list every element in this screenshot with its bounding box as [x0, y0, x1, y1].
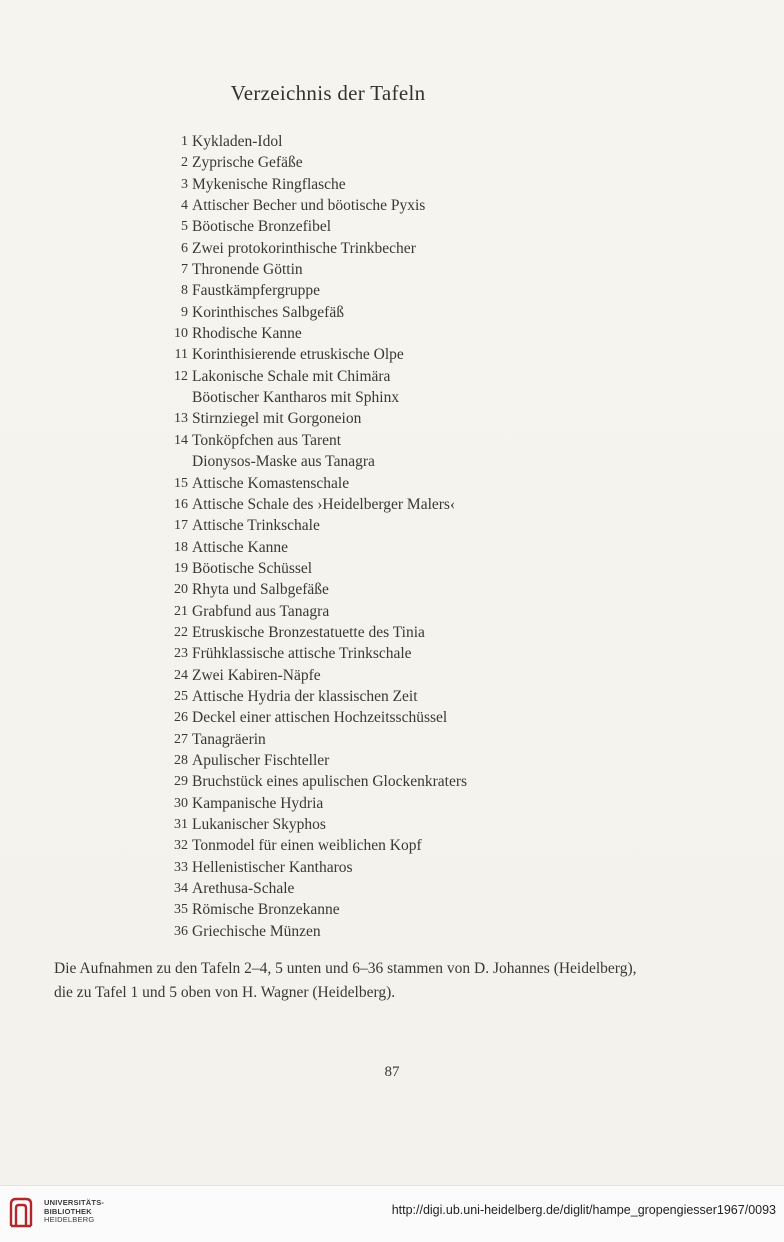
plate-title: Faustkämpfergruppe: [192, 282, 320, 300]
plate-title: Grabfund aus Tanagra: [192, 602, 330, 620]
plate-number: 14: [174, 432, 188, 448]
plate-entry: [150, 622, 467, 643]
plate-title: Rhodische Kanne: [192, 325, 302, 343]
plate-number: [150, 451, 192, 472]
library-name-line-2: BIBLIOTHEK: [44, 1206, 92, 1216]
plate-entry: [150, 259, 467, 280]
plate-title: Arethusa-Schale: [192, 880, 295, 898]
plate-title: Attische Schale des ›Heidelberger Malers‹: [192, 495, 456, 513]
plate-number: 25: [174, 688, 188, 704]
plate-entry: [150, 558, 467, 579]
plate-number: 22: [174, 624, 188, 640]
plate-entry: [150, 899, 467, 920]
plate-entry: [150, 921, 467, 942]
plate-title: Rhyta und Salbgefäße: [192, 581, 329, 599]
plate-number: 24: [174, 667, 188, 683]
plate-entry: [150, 430, 467, 451]
plate-title: Tonmodel für einen weiblichen Kopf: [192, 837, 422, 855]
plate-entry: [150, 857, 467, 878]
plate-number: 20: [174, 582, 188, 598]
photo-credits: [54, 957, 754, 1005]
plate-title: Deckel einer attischen Hochzeitsschüssel: [192, 709, 448, 727]
plate-number: 35: [174, 902, 188, 918]
plates-list: [150, 131, 467, 942]
plate-entry: [150, 579, 467, 600]
plate-entry: [150, 216, 467, 237]
plate-entry: [150, 451, 467, 472]
plate-title: Zyprische Gefäße: [192, 154, 303, 172]
plate-title: Hellenistischer Kantharos: [192, 858, 353, 876]
plate-number: 10: [174, 326, 188, 342]
plate-number: 27: [174, 731, 188, 747]
plate-title: Zwei Kabiren-Näpfe: [192, 666, 321, 684]
plate-entry: [150, 793, 467, 814]
plate-number: 17: [174, 518, 188, 534]
plate-title: Lukanischer Skyphos: [192, 816, 326, 833]
plate-number: 13: [174, 411, 188, 427]
plate-number: 1: [181, 134, 188, 149]
plate-entry: [150, 131, 467, 152]
plate-entry: [150, 494, 467, 515]
plate-number: 30: [174, 795, 188, 811]
plate-number: 26: [174, 710, 188, 726]
plate-title: Kampanische Hydria: [192, 794, 324, 812]
plate-number: 18: [174, 539, 188, 555]
plate-number: 29: [174, 774, 188, 790]
plate-entry: [150, 515, 467, 536]
plate-entry: [150, 601, 467, 622]
plate-number: [150, 387, 192, 408]
plate-number: 31: [174, 817, 188, 832]
plate-number: 12: [174, 368, 188, 384]
plate-number: 15: [174, 475, 188, 491]
plate-entry: [150, 750, 467, 771]
plate-number: 33: [174, 859, 188, 875]
plate-number: 21: [174, 603, 188, 619]
plate-title: Dionysos-Maske aus Tanagra: [192, 453, 375, 471]
plate-title: Attische Kanne: [192, 538, 288, 556]
plate-title: Mykenische Ringflasche: [192, 175, 346, 193]
plate-title: Böotische Bronzefibel: [192, 218, 332, 236]
credits-line-1: Die Aufnahmen zu den Tafeln 2–4, 5 unten und 6–36 stammen von D. Johannes (Heidelberg),: [54, 960, 637, 977]
plate-number: 36: [174, 923, 188, 939]
plate-title: Kykladen-Idol: [192, 133, 283, 150]
plate-entry: [150, 814, 467, 835]
plate-title: Korinthisches Salbgefäß: [192, 303, 344, 321]
plate-number: 16: [174, 496, 188, 512]
plate-entry: [150, 835, 467, 856]
plate-title: Bruchstück eines apulischen Glockenkraters: [192, 773, 468, 791]
plate-number: 8: [181, 283, 188, 299]
plate-entry: [150, 707, 467, 728]
plate-entry: [150, 280, 467, 301]
credits-line-2: die zu Tafel 1 und 5 oben von H. Wagner (Heidelberg).: [54, 984, 396, 1001]
plate-number: 23: [174, 646, 188, 662]
plate-number: 2: [181, 155, 188, 171]
plate-number: 19: [174, 560, 188, 576]
plate-entry: [150, 195, 467, 216]
plate-title: Thronende Göttin: [192, 261, 303, 279]
plate-title: Lakonische Schale mit Chimära: [192, 367, 391, 385]
plate-number: 6: [181, 240, 188, 256]
plate-entry: [150, 686, 467, 707]
plate-number: 32: [174, 838, 188, 854]
plate-entry: [150, 408, 467, 429]
plate-title: Apulischer Fischteller: [192, 751, 330, 769]
page-title: Verzeichnis der Tafeln: [230, 81, 426, 105]
plate-title: Attische Trinkschale: [192, 517, 320, 535]
library-name: [44, 1199, 104, 1225]
plate-entry: [150, 302, 467, 323]
plate-title: Frühklassische attische Trinkschale: [192, 645, 412, 663]
plate-title: Korinthisierende etruskische Olpe: [192, 346, 404, 364]
plate-number: 4: [181, 198, 188, 214]
plate-title: Tanagräerin: [192, 730, 266, 748]
plate-title: Attische Komastenschale: [192, 474, 350, 492]
plate-number: 5: [181, 219, 188, 235]
plate-entry: [150, 238, 467, 259]
plate-number: 7: [181, 262, 188, 278]
plate-entry: [150, 174, 467, 195]
plate-title: Römische Bronzekanne: [192, 901, 340, 919]
plate-title: Stirnziegel mit Gorgoneion: [192, 410, 362, 428]
plate-title: Böotischer Kantharos mit Sphinx: [192, 389, 400, 407]
plate-entry: [150, 771, 467, 792]
plate-number: 28: [174, 752, 188, 768]
plate-entry: [150, 152, 467, 173]
plate-title: Etruskische Bronzestatuette des Tinia: [192, 623, 425, 641]
library-name-line-3: HEIDELBERG: [44, 1215, 95, 1224]
plate-title: Griechische Münzen: [192, 922, 321, 940]
plate-number: 11: [174, 347, 188, 363]
plate-entry: [150, 344, 467, 365]
plate-entry: [150, 665, 467, 686]
plate-entry: [150, 537, 467, 558]
plate-title: Tonköpfchen aus Tarent: [192, 431, 342, 449]
plate-number: 34: [174, 881, 188, 897]
plate-title: Böotische Schüssel: [192, 559, 313, 577]
plate-number: 9: [181, 304, 188, 320]
library-logo-icon: [8, 1196, 34, 1228]
plate-entry: [150, 387, 467, 408]
plate-entry: [150, 729, 467, 750]
source-url[interactable]: http://digi.ub.uni-heidelberg.de/diglit/hampe_gropengiesser1967/0093: [391, 1203, 776, 1217]
plate-entry: [150, 878, 467, 899]
plate-number: 3: [181, 176, 188, 192]
plate-entry: [150, 643, 467, 664]
plate-entry: [150, 366, 467, 387]
library-name-line-1: UNIVERSITÄTS-: [44, 1198, 105, 1207]
plate-entry: [150, 473, 467, 494]
footer-bar: [0, 1185, 784, 1242]
plate-entry: [150, 323, 467, 344]
page-number: 87: [384, 1064, 400, 1080]
plate-title: Attische Hydria der klassischen Zeit: [192, 687, 418, 705]
plate-title: Attischer Becher und böotische Pyxis: [192, 197, 426, 215]
plate-title: Zwei protokorinthische Trinkbecher: [192, 239, 416, 257]
